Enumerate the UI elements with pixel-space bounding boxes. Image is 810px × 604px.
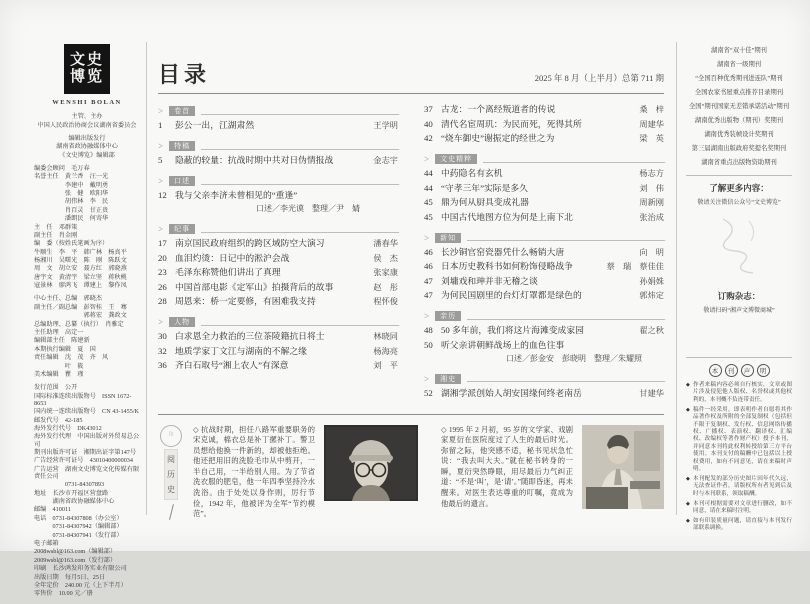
article-author: 金志宇 <box>373 156 398 165</box>
sidebar-text-line: 周 文 胡立安 聂方红 郭晓燕 <box>34 265 127 273</box>
page-number: 36 <box>158 360 167 370</box>
article-author: 翟之秋 <box>639 326 664 335</box>
sidebar-text-line: 编辑部主任 陈建新 <box>34 337 90 345</box>
page-number: 52 <box>424 387 433 398</box>
section-marker-icon: > <box>424 232 430 243</box>
article-list <box>424 168 664 223</box>
toc-entry[interactable] <box>424 168 664 179</box>
sidebar-text-line: 0731-84307941（发行部） <box>34 531 123 539</box>
logo-romanized: WENSHI BOLAN <box>52 99 122 106</box>
honors-list <box>686 44 792 170</box>
honor-line: 湖南省重点出版物资助期刊 <box>701 159 777 166</box>
more-content-title: 了解更多内容： <box>709 183 769 193</box>
footer-rule <box>158 414 664 415</box>
article-author: 潘春华 <box>373 239 398 248</box>
article-byline: 口述／李光谟 整理／尹 婧 <box>256 204 360 213</box>
toc-entry[interactable] <box>158 296 398 307</box>
sidebar-text-line: 主任助理 高定一 <box>34 329 84 337</box>
statement-bullet: ◆ 本刊配发的部分历史图片因年代久远，无法查证作者，请版权所有者见到后及时与本刊联系，领取稿酬。 <box>686 476 792 498</box>
toc-entry[interactable] <box>424 133 664 144</box>
article-list <box>424 388 664 399</box>
page-number: 46 <box>424 261 433 271</box>
section-rule <box>201 319 398 326</box>
page-number: 40 <box>424 118 433 129</box>
section-badge: 人物 <box>169 317 195 327</box>
sidebar-text-line: 国内统一连续出版物号 CN 43-1455/K <box>34 408 140 416</box>
feature-right-text: ◇ 1995 年 2 月初，95 岁的文学家、戏剧家夏衍在医院度过了人生的最后时光。弥留之际，他突感不适，秘书见状急忙说：“我去叫大夫。”就在秘书转身的一瞬，夏衍突然睁眼，用尽最后力气纠正道：“不是‘叫’，是‘请’。”随即昏迷，再未醒来。对医生表达尊重的叮嘱，竟成为他最后的遗言。 <box>441 424 573 508</box>
toc-entry[interactable] <box>158 155 398 166</box>
toc-entry[interactable] <box>424 276 664 287</box>
toc-columns <box>158 100 664 409</box>
sidebar-text-line: 零售价 10.00 元／册 <box>34 590 93 598</box>
article-author: 王学明 <box>373 121 398 130</box>
article-author: 侯 杰 <box>373 253 398 263</box>
sidebar-spacer <box>686 314 792 352</box>
section-badge: 卷首 <box>169 106 195 116</box>
article-title: 南京国民政府组织的跨区域防空大演习 <box>175 238 325 248</box>
sidebar-text-line: 0731-84307893 <box>34 481 105 489</box>
page-number: 47 <box>424 275 433 286</box>
toc-header <box>158 58 664 88</box>
section-header <box>424 311 664 321</box>
toc-entry[interactable] <box>424 119 664 130</box>
honor-line: 全国“期刊国家无差错承诺活动”期刊 <box>688 103 790 110</box>
statement-bullet: ◆ 稿件一经采用，即表明作者自愿将其作品著作权及所附的全部复制权（包括但不限于复制权、发行权、信息网络传播权、广播权、表演权、翻译权、汇编权、改编权等著作财产权）授予本刊，并同意本刊将此权利转授给第三方平台使用。本刊支付的稿酬中已包括以上授权费用，如有不同意见，请在来稿时声明。 <box>686 407 792 474</box>
sidebar-divider <box>686 357 792 358</box>
honor-line: 湖南省“双十佳”期刊 <box>711 47 767 54</box>
toc-column-left <box>158 100 398 409</box>
committee-block <box>34 165 140 290</box>
sidebar-text-line: 地址 长沙市开福区营盘路 <box>34 489 109 497</box>
article-title: 中药隐名有玄机 <box>441 168 503 178</box>
article-list <box>158 155 398 166</box>
sidebar-text-line: 编辑出版发行 <box>68 134 106 142</box>
page-number: 32 <box>158 345 167 356</box>
sidebar-text-line: 唐宇文 黄清宇 梁立坚 蒋秋桃 <box>34 273 127 281</box>
honor-line: 湖南省一级期刊 <box>716 61 762 68</box>
honor-line: 第三届湖南出版政府奖提名奖期刊 <box>691 145 787 152</box>
statement-title <box>686 364 792 377</box>
article-author: 赵 彤 <box>373 282 398 292</box>
sidebar-text-line: 2009wsbl@163.com（发行部） <box>34 556 117 564</box>
section-header <box>158 224 398 234</box>
publisher-block <box>34 113 140 129</box>
seal-icon: 印 <box>160 425 182 447</box>
section-rule <box>483 156 664 163</box>
tab-character: 史 <box>167 484 175 494</box>
article-author: 刘 平 <box>373 361 398 370</box>
section-rule <box>467 234 664 241</box>
photo-writer-portrait <box>582 425 664 509</box>
toc-section-renwu <box>158 317 398 371</box>
toc-main <box>158 58 664 520</box>
section-rule <box>201 143 398 150</box>
toc-entry[interactable] <box>158 360 398 371</box>
sidebar-text-line: 中国人民政治协商会议湖南省委员会 <box>37 121 137 129</box>
article-title: 清代名宦周玑：为民而死，死得其所 <box>441 118 582 129</box>
article-title: 中国首部电影《定军山》拍摄背后的故事 <box>175 281 334 292</box>
feature-left-text: ◇ 抗战时期，担任八路军重要职务的宋克诚，棉衣总是补丁摞补丁。警卫员想给他换一件新的，却被他拒绝。他还把用旧的洗脸毛巾从中剪开，一半自己用，一半给别人用。为了节省洗衣服的肥皂，他一年四季坚持冷水洗浴。由于处处以身作则，厉行节俭，1942 年，他被评为全军“节约模范”。 <box>193 424 315 519</box>
page-number: 1 <box>158 120 163 130</box>
order-magazine-title: 订购杂志： <box>717 291 761 301</box>
sidebar-text-line: 肖百灵 甘正贵 <box>34 206 109 214</box>
section-header <box>424 374 664 384</box>
section-badge: 新知 <box>435 233 461 243</box>
sidebar-text-line: 国际标准连续出版物号 ISSN 1672-8653 <box>34 392 132 407</box>
toc-section-koushu <box>158 176 398 214</box>
feature-left <box>158 425 418 520</box>
toc-section-wenshijingcui <box>424 154 664 223</box>
section-badge: 纪事 <box>169 224 195 234</box>
logo-line2: 博览 <box>69 69 104 85</box>
page-number: 26 <box>158 281 167 292</box>
sidebar-text-line: 主管、主办 <box>71 113 103 121</box>
article-title: “守孝三年”实际是多久 <box>441 182 528 193</box>
page-number: 46 <box>424 246 433 257</box>
sidebar-text-line: 副主任／副总编 彭智桂 王 骞 <box>34 303 127 311</box>
sidebar-text-line: 2008wsbl@163.com（编辑部） <box>34 548 117 556</box>
toc-entry[interactable] <box>424 247 664 258</box>
sidebar-text-line: 本期执行编辑 夏 国 <box>34 345 96 353</box>
magazine-logo <box>64 44 110 94</box>
article-author: 张治成 <box>639 212 664 222</box>
sidebar-text-line: 李建中 戴明勇 <box>34 181 109 189</box>
page-number: 45 <box>424 211 433 222</box>
section-marker-icon: > <box>158 176 164 186</box>
page-number: 37 <box>424 104 433 114</box>
honor-line: 全国农家书屋重点推荐目录期刊 <box>694 89 784 96</box>
sidebar-text-line: 《文史博览》编辑部 <box>59 151 115 159</box>
statement-title-char: 本 <box>709 364 722 377</box>
page-number: 47 <box>424 290 433 300</box>
article-author: 杨海亮 <box>373 346 398 356</box>
article-title: 隐蔽的较量：抗战时期中共对日伪情报战 <box>175 155 334 165</box>
page-number: 28 <box>158 296 167 306</box>
article-title: 毛泽东称赞他们讲出了真理 <box>175 267 281 277</box>
sidebar-text-line: 美术编辑 瞿 瑾 <box>34 370 84 378</box>
history-features <box>158 425 664 520</box>
sidebar-text-line: 发行范围 公开 <box>34 384 78 392</box>
order-magazine-sub: 敬请扫码“湘声文博微商城” <box>703 308 775 314</box>
sidebar-text-line: 海外发行代理 中国出版对外贸易总公司 <box>34 433 140 448</box>
section-badge: 文史精粹 <box>435 154 477 164</box>
sidebar-text-line: 广告经营许可证号 43010400000034 <box>34 457 133 465</box>
page-number: 17 <box>158 238 167 248</box>
sidebar-text-line: 杨湘川 吴曙光 陈 刚 陈跃文 <box>34 257 127 265</box>
article-author: 林晓同 <box>373 332 398 341</box>
sidebar-text-line: 湖南省政协融媒体中心 <box>56 143 118 151</box>
page-number: 30 <box>158 331 167 341</box>
article-author: 周建华 <box>639 119 664 129</box>
section-header <box>158 317 398 327</box>
sidebar-text-line: 海外发行代号 DK43012 <box>34 424 102 432</box>
section-rule <box>201 226 398 233</box>
article-author: 向 明 <box>639 247 664 257</box>
toc-entry[interactable] <box>158 267 398 278</box>
section-rule <box>467 313 664 320</box>
article-title: 日本历史教科书如何粉饰侵略战争 <box>441 261 573 271</box>
sidebar-text-line: 叶 筱 <box>34 362 84 370</box>
page-number: 12 <box>158 190 167 200</box>
article-title: 地质学家丁文江与湖南的不解之缘 <box>175 345 307 356</box>
section-marker-icon: > <box>158 224 164 234</box>
page-number: 42 <box>424 133 433 143</box>
toc-entry[interactable] <box>424 197 664 208</box>
honor-line: “全国百种优秀期刊进连队”期刊 <box>695 75 783 82</box>
toc-entry[interactable] <box>158 120 398 131</box>
section-rule <box>201 108 398 115</box>
section-marker-icon: > <box>158 317 164 327</box>
sidebar-text-line: 寇景林 廖鸿飞 谭建上 黎作凤 <box>34 282 127 290</box>
article-author: 桑 梓 <box>639 105 664 114</box>
toc-section-xinzhi <box>424 233 664 302</box>
article-list <box>158 120 398 131</box>
toc-entry[interactable] <box>424 325 664 336</box>
right-divider <box>676 42 677 515</box>
sidebar-text-line: 胡伟林 李 民 <box>34 198 109 206</box>
statement-bullets <box>686 382 792 533</box>
article-author: 蔡 瑞 蔡佳佳 <box>606 262 664 271</box>
article-author: 张家康 <box>373 268 398 277</box>
statement-bullet: ◆ 如有印装质量问题，请直接与本刊发行部联系调换。 <box>686 518 792 533</box>
article-title: 古龙：一个离经叛道者的传说 <box>441 104 556 114</box>
tab-character: 历 <box>167 469 175 479</box>
more-content-sub: 敬请关注微信公众号“文史博览” <box>697 200 781 206</box>
right-sidebar <box>686 44 792 535</box>
left-sidebar <box>34 44 140 604</box>
page-number: 45 <box>424 197 433 207</box>
toc-entry[interactable] <box>158 238 398 249</box>
toc-entry[interactable] <box>158 253 398 264</box>
section-header <box>424 154 664 164</box>
sidebar-text-line: 电子邮箱 <box>34 540 59 548</box>
article-title: 刘墉戏和珅并非无稽之谈 <box>441 275 538 286</box>
page-number: 44 <box>424 168 433 178</box>
article-title: 长沙铜官窑瓷器凭什么畅销大唐 <box>441 246 565 257</box>
brushstroke-decoration <box>169 504 174 520</box>
toc-section-juanshou <box>158 106 398 131</box>
page-number: 44 <box>424 182 433 193</box>
sidebar-text-line: 印刷 长沙鸿发印务实业有限公司 <box>34 565 127 573</box>
page-number: 23 <box>158 267 167 277</box>
page-number: 20 <box>158 252 167 263</box>
article-title: 周恩来：桥一定要修，有困难我支持 <box>175 296 316 306</box>
sidebar-text-line: 湖南省政协融媒体中心 <box>34 498 115 506</box>
toc-entry[interactable] <box>424 340 664 364</box>
article-title: 白求恩全力救治的三位茶陵籍抗日将士 <box>175 331 325 341</box>
section-marker-icon: > <box>424 373 430 384</box>
editing-block <box>34 135 140 159</box>
feature-right <box>441 425 664 520</box>
article-author: 刘 伟 <box>639 183 664 193</box>
section-marker-icon: > <box>158 141 164 151</box>
tab-character: 阅 <box>167 454 175 464</box>
section-badge: 口述 <box>169 176 195 186</box>
toc-section-renwu-continued <box>424 104 664 144</box>
article-title: 听父亲讲朝鲜战场上的血色往事 <box>441 339 565 350</box>
toc-entry[interactable] <box>158 331 398 342</box>
sidebar-text-line: 潘朗民 何寄华 <box>34 215 109 223</box>
sidebar-text-line: 郭蒋宏 龚政文 <box>34 312 127 320</box>
article-list <box>424 247 664 302</box>
left-divider <box>146 42 147 515</box>
sidebar-text-line: 全年定价 240.00 元（上下半月） <box>34 581 127 589</box>
section-marker-icon: > <box>424 311 430 321</box>
article-title: 齐白石取号“湘上农人”有深意 <box>175 360 289 370</box>
photo-soldier-portrait <box>324 425 418 501</box>
article-title: 彭公一出，江湖肃然 <box>175 120 255 130</box>
honor-line: 湖南优秀装帧设计奖期刊 <box>704 131 774 138</box>
sidebar-text-line: 出版日期 每月5日、25日 <box>34 573 106 581</box>
article-list <box>424 104 664 144</box>
toc-entry[interactable] <box>424 212 664 223</box>
article-author: 孙娟姝 <box>639 276 664 286</box>
sidebar-divider <box>686 175 792 176</box>
sidebar-text-line: 编委会顾问 毛万春 <box>34 164 90 172</box>
toc-section-tegao <box>158 141 398 166</box>
logo-line1: 文史 <box>69 52 104 68</box>
section-badge: 湘史 <box>435 374 461 384</box>
toc-section-qinli <box>424 311 664 364</box>
article-list <box>424 325 664 364</box>
section-badge: 亲历 <box>435 311 461 321</box>
issue-date: 2025 年 8 月（上半月）总第 711 期 <box>534 73 664 83</box>
section-header <box>158 141 398 151</box>
statement-bullet: ◆ 本刊可根据需要对文章进行删改，如不同意，请在来稿时注明。 <box>686 501 792 516</box>
toc-entry[interactable] <box>158 190 398 214</box>
article-title: 血泪灼烫：日记中的淞沪会战 <box>175 252 290 263</box>
toc-entry[interactable] <box>424 388 664 399</box>
statement-title-char: 声 <box>741 364 754 377</box>
statement-title-char: 明 <box>757 364 770 377</box>
sidebar-text-line: 张 健 欧阳华 <box>34 189 109 197</box>
article-author: 郭炜定 <box>639 291 664 300</box>
article-list <box>158 190 398 214</box>
section-marker-icon: > <box>158 106 164 116</box>
statement-title-char: 刊 <box>725 364 738 377</box>
article-title: 我与父亲李济未曾相见的“重逢” <box>175 190 298 200</box>
sidebar-text-line: 牛顺生 李 平 韩广林 杨真平 <box>34 248 127 256</box>
article-title: 为何民国剧里的台灯灯罩都是绿色的 <box>441 290 582 300</box>
sidebar-text-line: 期刊出版许可证 湘期出证字第147号 <box>34 448 137 456</box>
article-author: 周新刚 <box>639 198 664 207</box>
publication-info-block <box>34 384 140 597</box>
article-title: “烧车御史”谢振定的经世之为 <box>441 133 555 143</box>
handwriting-watermark <box>686 206 792 284</box>
feature-tab <box>158 425 184 520</box>
article-byline: 口述／彭金安 彭晓明 整理／朱耀照 <box>506 353 642 363</box>
sidebar-text-line: 邮编 410011 <box>34 506 71 514</box>
article-title: 中国古代地图方位为何是上南下北 <box>441 211 573 222</box>
header-rule <box>158 93 664 94</box>
section-header <box>158 176 398 186</box>
page-number: 50 <box>424 339 433 350</box>
sidebar-text-line: 名誉主任 黄兰香 汪一光 <box>34 173 109 181</box>
toc-entry[interactable] <box>424 290 664 301</box>
section-badge: 特稿 <box>169 141 195 151</box>
article-author: 程怀俊 <box>373 297 398 306</box>
page-number: 5 <box>158 155 163 165</box>
staff-block <box>34 295 140 378</box>
article-list <box>158 238 398 307</box>
section-header <box>158 106 398 116</box>
article-author: 梁 英 <box>639 134 664 143</box>
sidebar-text-line: 总编助理、总纂（执行） 肖雅定 <box>34 320 124 328</box>
section-rule <box>201 178 398 185</box>
section-rule <box>467 375 664 382</box>
sidebar-text-line: 主 任 邓群策 <box>34 223 78 231</box>
honor-line: 湖南优秀出版物（期刊）奖期刊 <box>694 117 784 124</box>
article-list <box>158 331 398 371</box>
sidebar-text-line: 编 委（按姓氏笔画为序） <box>34 240 109 248</box>
read-history-tab <box>164 449 178 500</box>
section-marker-icon: > <box>424 154 430 164</box>
toc-section-xiangshi <box>424 374 664 399</box>
toc-entry[interactable] <box>158 346 398 357</box>
article-author: 甘建华 <box>639 388 664 398</box>
article-author: 杨志方 <box>639 169 664 178</box>
toc-entry[interactable] <box>424 261 664 272</box>
sidebar-text-line: 责任编辑 沈 茂 齐 风 <box>34 354 109 362</box>
sidebar-text-line: 邮发代号 42-185 <box>34 416 83 424</box>
article-title: 50 多年前，我们将这片海滩变成家园 <box>441 325 584 335</box>
toc-entry[interactable] <box>424 183 664 194</box>
sidebar-text-line: 广告运营 湖南文史博览文化传媒有限责任公司 <box>34 465 140 480</box>
page-number: 48 <box>424 325 433 335</box>
sidebar-text-line: 中心主任、总编 郭晓杰 <box>34 295 103 303</box>
sidebar-text-line: 0731-84307942（编辑部） <box>34 523 123 531</box>
page-title: 目录 <box>158 62 211 87</box>
sidebar-text-line: 电话 0731-84307808（办公室） <box>34 514 123 522</box>
toc-entry[interactable] <box>424 104 664 115</box>
sidebar-text-line: 副主任 肖金刚 <box>34 231 78 239</box>
section-header <box>424 233 664 243</box>
article-title: 湖湘学派创始人胡安国缘何终老南岳 <box>441 387 582 398</box>
toc-column-right <box>424 100 664 409</box>
article-title: 鼎为何从厨具变成礼器 <box>441 197 529 207</box>
toc-section-jishi <box>158 224 398 307</box>
statement-bullet: ◆ 作者来稿内容必须自行核实，文章或图片涉及侵犯他人版权、名誉权或其他权利的，本刊概不负连带责任。 <box>686 382 792 404</box>
toc-entry[interactable] <box>158 282 398 293</box>
